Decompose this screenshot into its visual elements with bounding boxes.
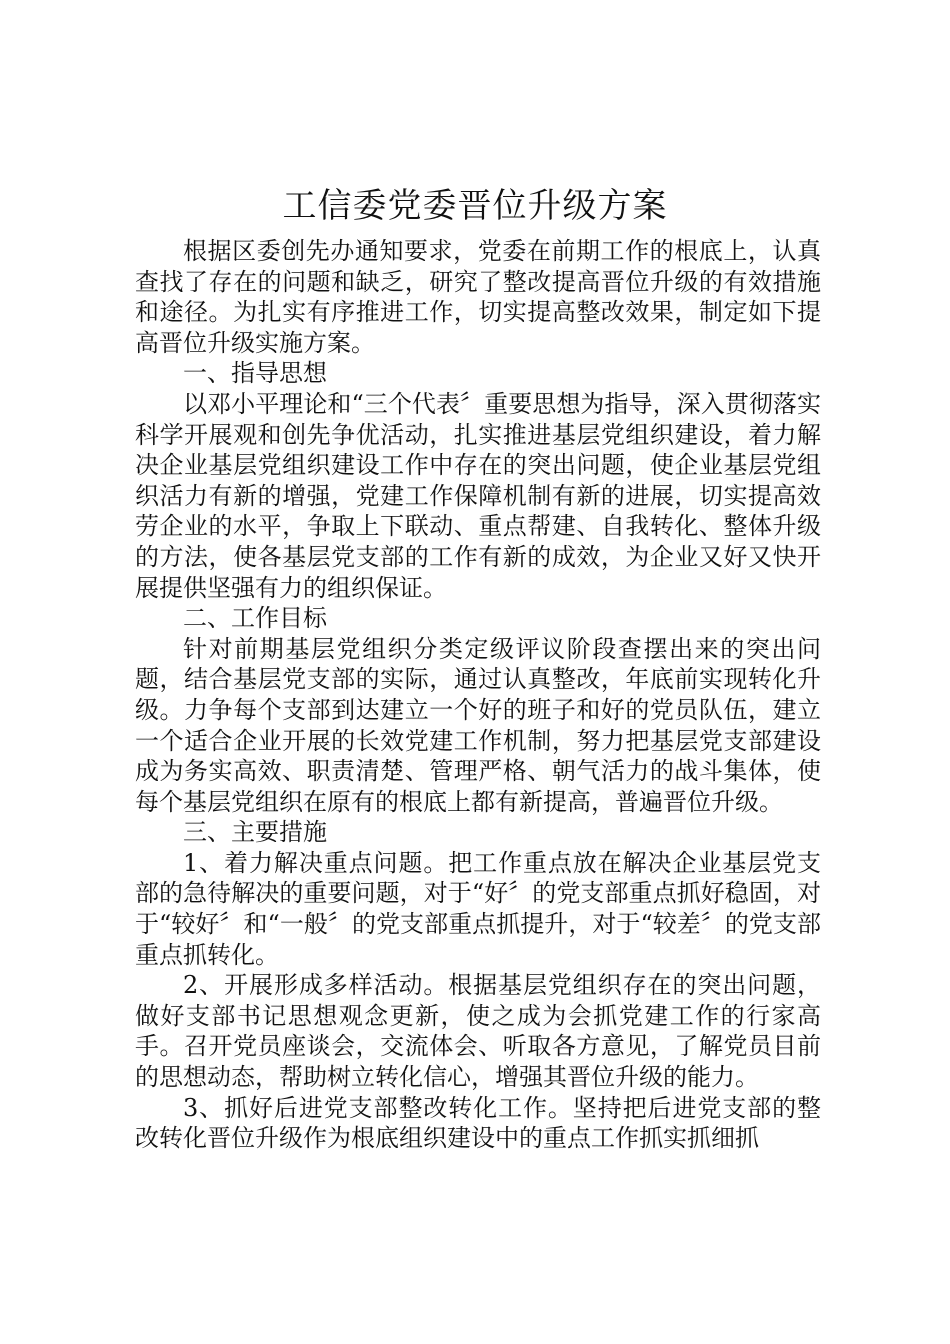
section-heading-work-goals: 二、工作目标	[183, 604, 327, 633]
paragraph-measure-2: 2、开展形成多样活动。根据基层党组织存在的突出问题，做好支部书记思想观念更新，使之成为会抓党建工作的行家高手。召开党员座谈会，交流体会、听取各方意见，了解党员目前的思想动态，帮助树立转化信心，增强其晋位升级的能力。	[135, 971, 821, 1092]
document-body	[135, 236, 821, 1154]
section-heading-guiding-thought: 一、指导思想	[183, 359, 327, 388]
document-title: 工信委党委晋位升级方案	[282, 186, 668, 226]
paragraph-intro: 根据区委创先办通知要求，党委在前期工作的根底上，认真查找了存在的问题和缺乏，研究了整改提高晋位升级的有效措施和途径。为扎实有序推进工作，切实提高整改效果，制定如下提高晋位升级实施方案。	[135, 237, 821, 357]
paragraph-measure-1: 1、着力解决重点问题。把工作重点放在解决企业基层党支部的急待解决的重要问题，对于“好〞的党支部重点抓好稳固，对于“较好〞和“一般〞的党支部重点抓提升，对于“较差〞的党支部重点抓转化。	[135, 848, 821, 969]
section-heading-main-measures: 三、主要措施	[183, 818, 327, 847]
paragraph-guiding-thought: 以邓小平理论和“三个代表〞重要思想为指导，深入贯彻落实科学开展观和创先争优活动，扎实推进基层党组织建设，着力解决企业基层党组织建设工作中存在的突出问题，使企业基层党组织活力有新的增强，党建工作保障机制有新的进展，切实提高效劳企业的水平，争取上下联动、重点帮建、自我转化、整体升级的方法，使各基层党支部的工作有新的成效，为企业又好又快开展提供坚强有力的组织保证。	[135, 389, 821, 602]
paragraph-work-goals: 针对前期基层党组织分类定级评议阶段查摆出来的突出问题，结合基层党支部的实际，通过认真整改，年底前实现转化升级。力争每个支部到达建立一个好的班子和好的党员队伍，建立一个适合企业开展的长效党建工作机制，努力把基层党支部建设成为务实高效、职责清楚、管理严格、朝气活力的战斗集体，使每个基层党组织在原有的根底上都有新提高，普遍晋位升级。	[135, 634, 821, 816]
paragraph-measure-3: 3、抓好后进党支部整改转化工作。坚持把后进党支部的整改转化晋位升级作为根底组织建设中的重点工作抓实抓细抓	[135, 1093, 821, 1153]
